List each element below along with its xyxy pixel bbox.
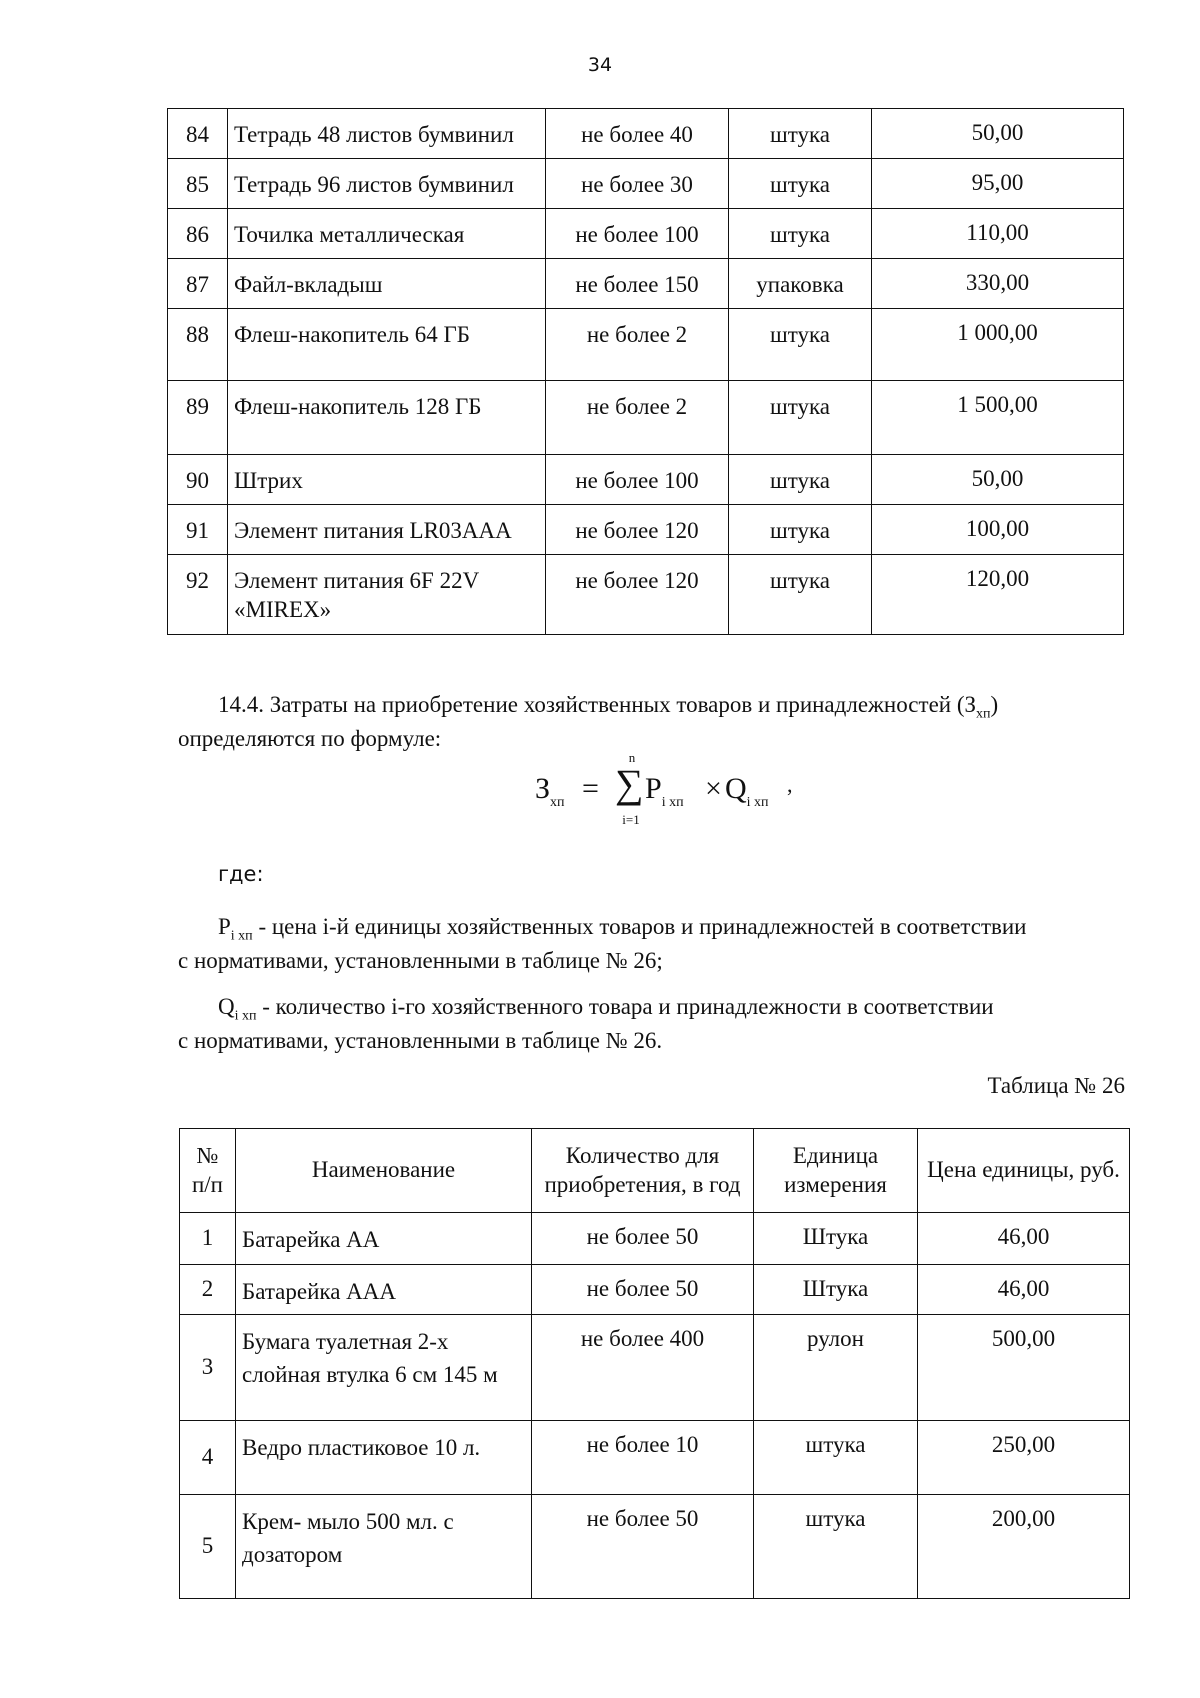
item-price: 110,00 — [872, 209, 1124, 259]
item-unit: штука — [729, 381, 872, 455]
row-number: 91 — [168, 505, 228, 555]
item-name: Бумага туалетная 2-х слойная втулка 6 см 145 м — [236, 1315, 532, 1421]
page-number: 34 — [587, 54, 613, 76]
item-quantity: не более 30 — [546, 159, 729, 209]
table-row — [168, 259, 1124, 309]
row-number: 88 — [168, 309, 228, 381]
item-unit: штука — [754, 1495, 918, 1599]
item-price: 95,00 — [872, 159, 1124, 209]
table-row — [180, 1495, 1130, 1599]
formula-equals: = — [582, 772, 599, 805]
table-row — [180, 1315, 1130, 1421]
item-quantity: не более 150 — [546, 259, 729, 309]
item-unit: штука — [729, 505, 872, 555]
formula-q: $Q_{i хп}$ — [725, 772, 769, 810]
row-number: 85 — [168, 159, 228, 209]
item-price: 46,00 — [918, 1213, 1130, 1265]
header-name: Наименование — [236, 1129, 532, 1213]
item-unit: штука — [729, 555, 872, 635]
cost-formula — [535, 752, 835, 832]
household-goods-table — [179, 1128, 1130, 1599]
item-unit: штука — [729, 209, 872, 259]
item-quantity: не более 50 — [532, 1213, 754, 1265]
header-unit: Единица измерения — [754, 1129, 918, 1213]
where-label: где: — [218, 862, 264, 886]
table-row — [168, 455, 1124, 505]
item-name: Батарейка ААА — [236, 1265, 532, 1315]
table-caption: Таблица № 26 — [987, 1073, 1125, 1098]
row-number: 92 — [168, 555, 228, 635]
table-header-row — [180, 1129, 1130, 1213]
formula-times: × — [705, 772, 722, 805]
item-name: Тетрадь 48 листов бумвинил — [228, 109, 546, 159]
sum-upper-limit: n — [628, 750, 636, 765]
sum-lower-limit: i=1 — [622, 812, 640, 827]
item-price: 46,00 — [918, 1265, 1130, 1315]
item-name: Ведро пластиковое 10 л. — [236, 1421, 532, 1495]
item-name: Крем- мыло 500 мл. с дозатором — [236, 1495, 532, 1599]
row-number: 5 — [180, 1495, 236, 1599]
item-quantity: не более 120 — [546, 505, 729, 555]
row-number: 86 — [168, 209, 228, 259]
section-intro: 14.4. Затраты на приобретение хозяйственных товаров и принадлежностей $(З_{хп})$ — [218, 692, 999, 722]
item-unit: штука — [729, 159, 872, 209]
item-quantity: не более 2 — [546, 309, 729, 381]
item-quantity: не более 100 — [546, 455, 729, 505]
item-unit: упаковка — [729, 259, 872, 309]
item-price: 100,00 — [872, 505, 1124, 555]
row-number: 4 — [180, 1421, 236, 1495]
item-price: 120,00 — [872, 555, 1124, 635]
item-quantity: не более 10 — [532, 1421, 754, 1495]
continuation-table — [167, 108, 1124, 635]
table-row — [180, 1421, 1130, 1495]
formula-trail: , — [787, 772, 793, 797]
item-name: Файл-вкладыш — [228, 259, 546, 309]
table-row — [168, 209, 1124, 259]
table-row — [168, 309, 1124, 381]
item-quantity: не более 2 — [546, 381, 729, 455]
item-quantity: не более 120 — [546, 555, 729, 635]
item-price: 500,00 — [918, 1315, 1130, 1421]
item-quantity: не более 50 — [532, 1265, 754, 1315]
item-price: 250,00 — [918, 1421, 1130, 1495]
item-quantity: не более 40 — [546, 109, 729, 159]
item-unit: Штука — [754, 1213, 918, 1265]
item-price: 50,00 — [872, 455, 1124, 505]
definition-p: $P_{i хп}$ - цена i-й единицы хозяйственных товаров и принадлежностей в соответствии — [218, 914, 1027, 944]
item-quantity: не более 400 — [532, 1315, 754, 1421]
section-intro-line2: определяются по формуле: — [178, 726, 442, 751]
item-name: Точилка металлическая — [228, 209, 546, 259]
row-number: 87 — [168, 259, 228, 309]
row-number: 84 — [168, 109, 228, 159]
row-number: 3 — [180, 1315, 236, 1421]
row-number: 90 — [168, 455, 228, 505]
row-number: 2 — [180, 1265, 236, 1315]
item-name: Батарейка АА — [236, 1213, 532, 1265]
table-row — [168, 505, 1124, 555]
table-row — [180, 1213, 1130, 1265]
item-price: 50,00 — [872, 109, 1124, 159]
item-unit: штука — [729, 309, 872, 381]
item-price: 330,00 — [872, 259, 1124, 309]
item-price: 1 500,00 — [872, 381, 1124, 455]
definition-p-line2: с нормативами, установленными в таблице № 26; — [178, 948, 663, 973]
item-unit: штука — [729, 109, 872, 159]
item-price: 1 000,00 — [872, 309, 1124, 381]
sigma-icon: ∑ — [615, 761, 644, 806]
item-unit: рулон — [754, 1315, 918, 1421]
table-row — [168, 381, 1124, 455]
table-row — [168, 109, 1124, 159]
item-unit: штука — [729, 455, 872, 505]
table-row — [180, 1265, 1130, 1315]
item-name: Флеш-накопитель 128 ГБ — [228, 381, 546, 455]
item-name: Элемент питания LR03AAA — [228, 505, 546, 555]
row-number: 89 — [168, 381, 228, 455]
item-name: Тетрадь 96 листов бумвинил — [228, 159, 546, 209]
item-name: Флеш-накопитель 64 ГБ — [228, 309, 546, 381]
header-price: Цена единицы, руб. — [918, 1129, 1130, 1213]
header-quantity: Количество для приобретения, в год — [532, 1129, 754, 1213]
item-unit: Штука — [754, 1265, 918, 1315]
table-row — [168, 159, 1124, 209]
item-price: 200,00 — [918, 1495, 1130, 1599]
item-quantity: не более 50 — [532, 1495, 754, 1599]
definition-q: $Q_{i хп}$ - количество i-го хозяйственного товара и принадлежности в соответствии — [218, 994, 994, 1024]
row-number: 1 — [180, 1213, 236, 1265]
formula-lhs: $З_{хп}$ — [535, 772, 565, 810]
item-name: Штрих — [228, 455, 546, 505]
table-row — [168, 555, 1124, 635]
definition-q-line2: с нормативами, установленными в таблице № 26. — [178, 1028, 663, 1053]
formula-p: $P_{i хп}$ — [645, 772, 684, 810]
item-quantity: не более 100 — [546, 209, 729, 259]
item-name: Элемент питания 6F 22V «MIREX» — [228, 555, 546, 635]
item-unit: штука — [754, 1421, 918, 1495]
header-number: № п/п — [180, 1129, 236, 1213]
